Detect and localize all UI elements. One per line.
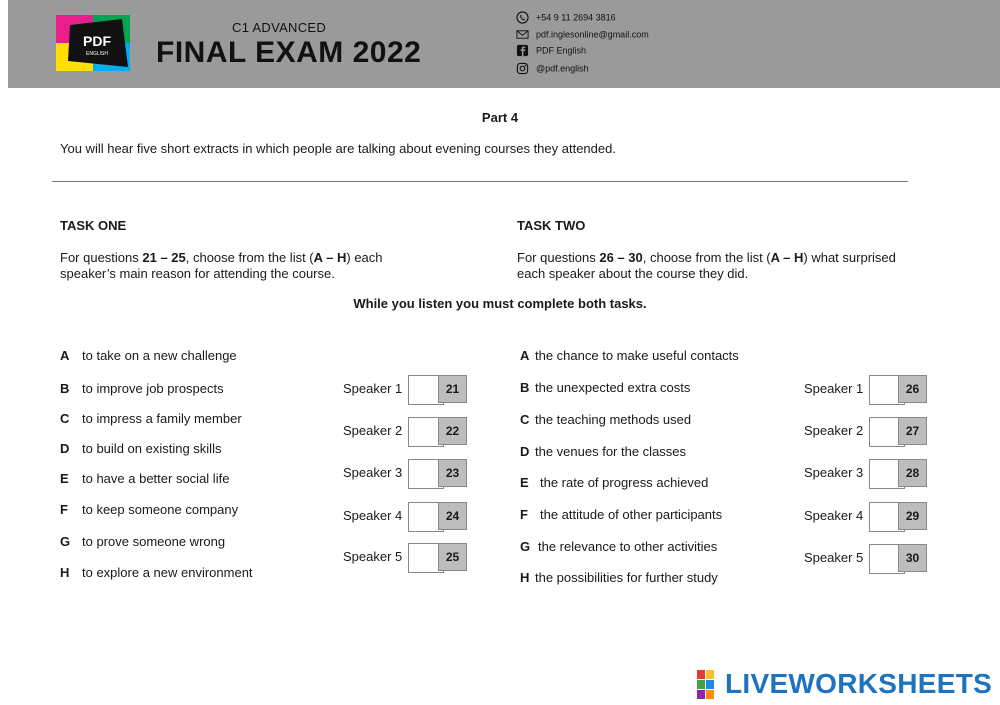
task-one-option: A to take on a new challenge	[60, 348, 237, 363]
liveworksheets-watermark[interactable]: LIVEWORKSHEETS	[725, 668, 993, 699]
question-number: 24	[438, 502, 467, 530]
contact-email: pdf.inglesonline@gmail.com	[516, 27, 649, 41]
task-two-speaker-label: Speaker 5	[804, 550, 864, 565]
task-two-option: C the teaching methods used	[520, 412, 692, 427]
task-two-option: H the possibilities for further study	[520, 570, 718, 585]
task-one-option: G to prove someone wrong	[60, 534, 226, 549]
question-number: 23	[438, 459, 467, 487]
task-one-speaker-label: Speaker 4	[343, 508, 403, 523]
while-listen-note: While you listen you must complete both tasks.	[353, 296, 647, 311]
task-two-option: D the venues for the classes	[520, 444, 687, 459]
task-one-option: H to explore a new environment	[60, 565, 253, 580]
logo-text: PDF	[83, 33, 111, 49]
contact-facebook: PDF English	[516, 43, 586, 57]
task-one-instructions: For questions 21 – 25, choose from the list (A – H) each speaker’s main reason for attending the course.	[60, 250, 383, 281]
pdf-english-logo	[56, 15, 130, 71]
task-two-instructions: For questions 26 – 30, choose from the list (A – H) what surprised each speaker about the course they did.	[517, 250, 896, 281]
task-two-speaker-label: Speaker 3	[804, 465, 864, 480]
intro-text: You will hear five short extracts in which people are talking about evening courses they attended.	[60, 141, 616, 156]
task-one-option: E to have a better social life	[60, 471, 230, 486]
task-two-speaker-label: Speaker 1	[804, 381, 864, 396]
task-two-option: A the chance to make useful contacts	[520, 348, 739, 363]
task-two-option: B the unexpected extra costs	[520, 380, 691, 395]
task-one-speaker-label: Speaker 2	[343, 423, 403, 438]
task-one-heading: TASK ONE	[60, 218, 127, 233]
task-two-option: E the rate of progress achieved	[520, 475, 709, 490]
task-two-speaker-label: Speaker 4	[804, 508, 864, 523]
exam-subtitle: C1 ADVANCED	[232, 20, 327, 35]
logo-subtext: ENGLISH	[86, 51, 108, 57]
contact-phone: +54 9 11 2694 3816	[516, 10, 616, 24]
task-one-option: B to improve job prospects	[60, 381, 224, 396]
contact-instagram: @pdf.english	[516, 61, 589, 75]
task-one-speaker-label: Speaker 3	[343, 465, 403, 480]
task-one-option: D to build on existing skills	[60, 441, 222, 456]
question-number: 21	[438, 375, 467, 403]
instagram-icon	[516, 62, 529, 75]
question-number: 30	[898, 544, 927, 572]
question-number: 25	[438, 543, 467, 571]
divider	[52, 181, 908, 182]
liveworksheets-logo-icon	[697, 670, 723, 700]
task-two-speaker-label: Speaker 2	[804, 423, 864, 438]
mail-icon	[516, 28, 529, 41]
question-number: 28	[898, 459, 927, 487]
task-one-option: F to keep someone company	[60, 502, 239, 517]
facebook-icon	[516, 44, 529, 57]
exam-title: FINAL EXAM 2022	[156, 36, 422, 69]
task-two-option: G the relevance to other activities	[520, 539, 718, 554]
question-number: 27	[898, 417, 927, 445]
phone-icon	[516, 11, 529, 24]
task-two-option: F the attitude of other participants	[520, 507, 723, 522]
question-number: 26	[898, 375, 927, 403]
question-number: 29	[898, 502, 927, 530]
task-one-option: C to impress a family member	[60, 411, 242, 426]
task-one-speaker-label: Speaker 1	[343, 381, 403, 396]
question-number: 22	[438, 417, 467, 445]
task-one-speaker-label: Speaker 5	[343, 549, 403, 564]
part-heading: Part 4	[481, 110, 519, 125]
task-two-heading: TASK TWO	[517, 218, 586, 233]
